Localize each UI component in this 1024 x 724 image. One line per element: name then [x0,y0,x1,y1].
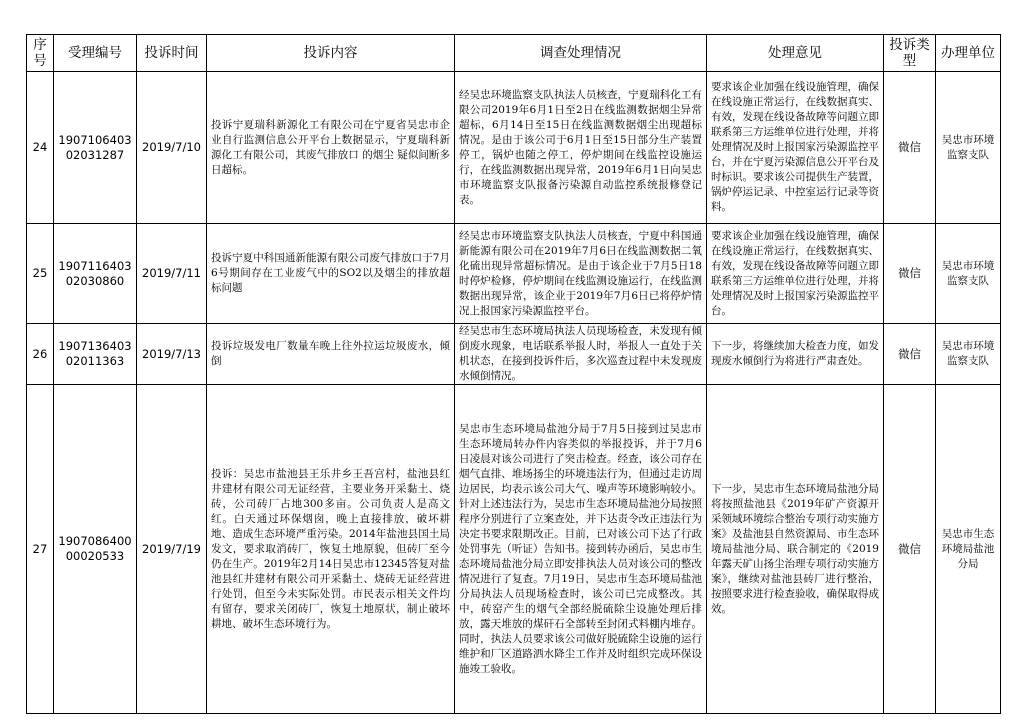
row-case-no: 190711640302030860 [54,224,137,324]
row-content: 投诉宁夏瑞科新源化工有限公司在宁夏省吴忠市企业自行监测信息公开平台上数据显示，宁夏瑞科新源化工有限公司，其废气排放口 的烟尘 疑似间断多日超标。 [207,72,455,224]
table-row [27,72,1001,224]
row-unit: 吴忠市环境监察支队 [936,224,1001,324]
row-content: 投诉：吴忠市盐池县王乐井乡王吾宫村，盐池县红井建材有限公司无证经营，主要业务开采黏土、烧砖，公司砖厂占地300多亩。公司负责人是高文红。白天通过环保烟囱，晚上直接排放，破坏耕地、造成生态环境严重污染。2014年盐池县国土局发文，要求取消砖厂，恢复土地原貌，但砖厂至今仍在生产。2019年2月14日吴忠市12345答复对盐池县红井建材有限公司开采黏土、烧砖无证经营进行处罚，但至今未实际处罚。市民表示相关文件均有留存，要求关闭砖厂，恢复土地原状，制止破坏耕地、破坏生态环境行为。 [207,385,455,714]
row-opinion: 要求该企业加强在线设施管理，确保在线设施正常运行，在线数据真实、有效，发现在线设备故障等问题立即联系第三方运维单位进行处理，并将处理情况及时上报国家污染源监控平台。 [707,224,884,324]
row-type: 微信 [884,224,936,324]
row-investigation: 吴忠市生态环境局盐池分局于7月5日接到过吴忠市生态环境局转办件内容类似的举报投诉，并于7月6日凌晨对该公司进行了突击检查。经查，该公司存在烟气直排、堆场扬尘的环境违法行为，但通过走访周边居民，均表示该公司大气、噪声等环境影响较小。针对上述违法行为，吴忠市生态环境局盐池分局按照程序分别进行了立案查处，并下达责令改正违法行为决定书要求限期改正。目前，已对该公司下达了行政处罚事先（听证）告知书。接到转办函后，吴忠市生态环境局盐池分局立即安排执法人员对该公司的整改情况进行了复查。7月19日，吴忠市生态环境局盐池分局执法人员现场检查时，该公司已完成整改。其中，砖窑产生的烟气全部经脱硫除尘设施处理后排放，露天堆放的煤矸石全部转至封闭式料棚内堆存。同时，执法人员要求该公司做好脱硫除尘设施的运行维护和厂区道路洒水降尘工作并及时组织完成环保设施竣工验收。 [455,385,707,714]
table-row [27,324,1001,385]
header-row [27,35,1001,72]
row-seq: 25 [27,224,54,324]
row-case-no: 190713640302011363 [54,324,137,385]
row-date: 2019/7/13 [137,324,207,385]
row-content: 投诉宁夏中科国通新能源有限公司废气排放口于7月6号期间存在工业废气中的SO2以及烟尘的排放超标问题 [207,224,455,324]
row-seq: 27 [27,385,54,714]
row-unit: 吴忠市环境监察支队 [936,324,1001,385]
row-unit: 吴忠市环境监察支队 [936,72,1001,224]
header-investigation: 调查处理情况 [455,35,707,72]
header-content: 投诉内容 [207,35,455,72]
row-type: 微信 [884,385,936,714]
header-opinion: 处理意见 [707,35,884,72]
header-date: 投诉时间 [137,35,207,72]
row-seq: 26 [27,324,54,385]
table-row [27,385,1001,714]
header-case-no: 受理编号 [54,35,137,72]
row-date: 2019/7/11 [137,224,207,324]
row-date: 2019/7/19 [137,385,207,714]
row-opinion: 下一步，吴忠市生态环境局盐池分局将按照盐池县《2019年矿产资源开采领域环境综合整治专项行动实施方案》及盐池县自然资源局、市生态环境局盐池分局、联合制定的《2019年露天矿山扬尘治理专项行动实施方案》，继续对盐池县砖厂进行整治，按照要求进行检查验收，确保取得成效。 [707,385,884,714]
header-type: 投诉类型 [884,35,936,72]
row-investigation: 经吴忠市环境监察支队执法人员核查，宁夏中科国通新能源有限公司在2019年7月6日在线监测数据二氧化硫出现异常超标情况。是由于该企业于7月5日18时停炉检修，停炉期间在线监测设施运行，在线监测数据出现异常，该企业于2019年7月6日已将停炉情况上报国家污染源监控平台。 [455,224,707,324]
row-opinion: 要求该企业加强在线设施管理，确保在线设施正常运行，在线数据真实、有效，发现在线设备故障等问题立即联系第三方运维单位进行处理，并将处理情况及时上报国家污染源监控平台，并在宁夏污染源信息公开平台及时标识。要求该公司提供生产装置，锅炉停运记录、中控室运行记录等资料。 [707,72,884,224]
row-unit: 吴忠市生态环境局盐池分局 [936,385,1001,714]
row-type: 微信 [884,324,936,385]
row-type: 微信 [884,72,936,224]
row-seq: 24 [27,72,54,224]
row-date: 2019/7/10 [137,72,207,224]
row-investigation: 经吴忠市生态环境局执法人员现场检查，未发现有倾倒废水现象，电话联系举报人时，举报人一直处于关机状态，在接到投诉件后，多次巡查过程中未发现废水倾倒情况。 [455,324,707,385]
row-content: 投诉垃圾发电厂数量车晚上往外拉运垃圾废水，倾倒 [207,324,455,385]
table-row [27,224,1001,324]
row-case-no: 190710640302031287 [54,72,137,224]
complaint-table [26,34,1001,714]
row-case-no: 190708640000020533 [54,385,137,714]
row-opinion: 下一步，将继续加大检查力度，如发现废水倾倒行为将进行严肃查处。 [707,324,884,385]
header-unit: 办理单位 [936,35,1001,72]
header-seq: 序号 [27,35,54,72]
row-investigation: 经吴忠环境监察支队执法人员核查，宁夏瑞科化工有限公司2019年6月1日至2日在线监测数据烟尘异常超标，6月14日至15日在线监测数据烟尘出现超标情况。是由于该公司于6月1日至15日部分生产装置停工，锅炉也随之停工，停炉期间在线监控设施运行，在线监测数据出现异常，2019年6月1日向吴忠市环境监察支队报备污染源自动监控系统报修登记表。 [455,72,707,224]
